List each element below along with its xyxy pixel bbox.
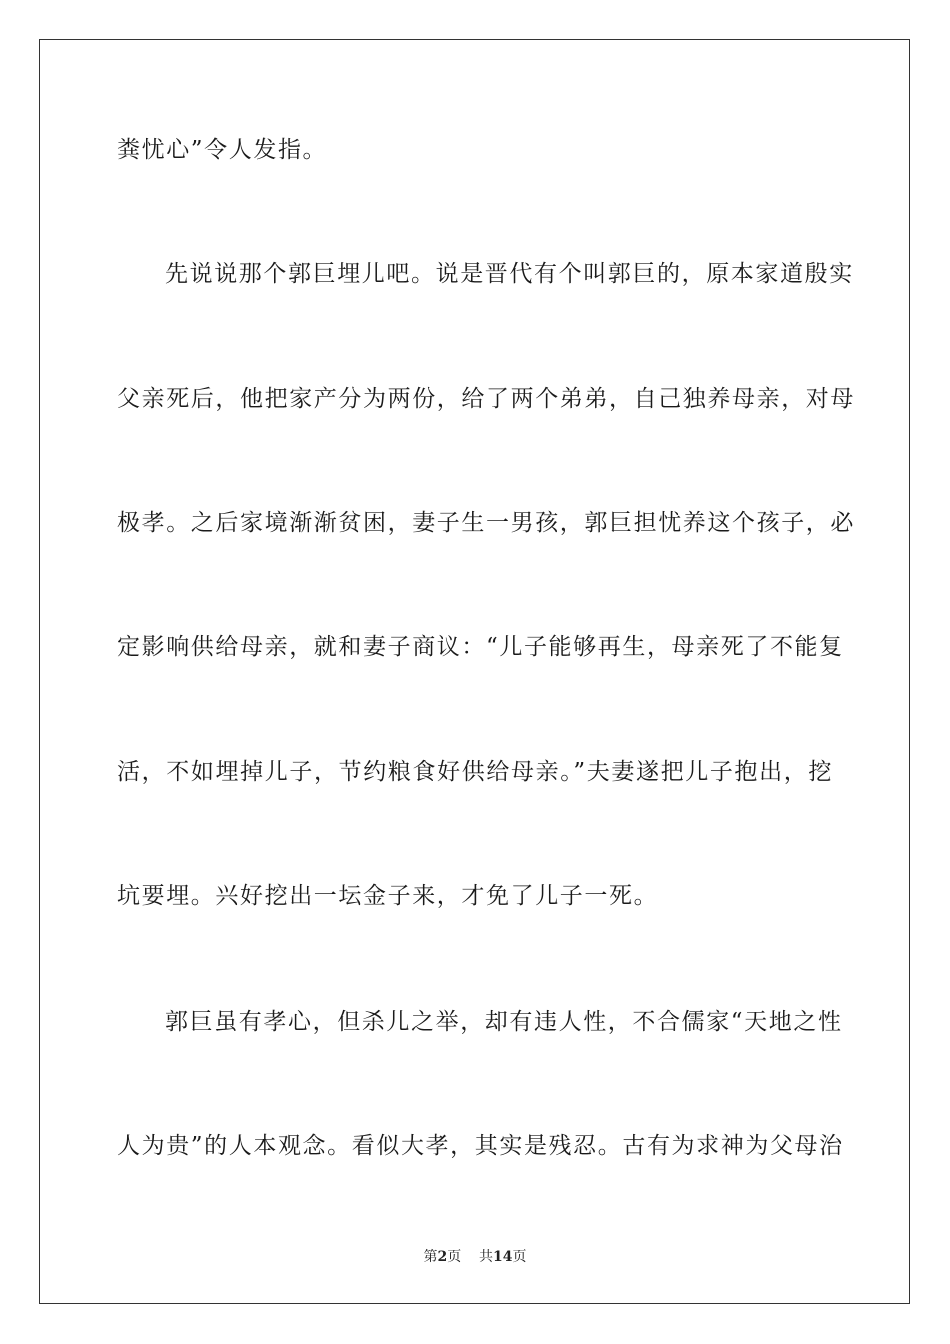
text-line-1: 粪忧心”令人发指。 (117, 137, 328, 163)
text-line-9: 人为贵”的人本观念。看似大孝，其实是残忍。古有为求神为父母治 (117, 1133, 844, 1159)
total-suffix: 页 (512, 1249, 527, 1265)
text-line-2: 先说说那个郭巨埋儿吧。说是晋代有个叫郭巨的，原本家道殷实 (165, 261, 854, 287)
page-border (39, 39, 910, 1304)
page-suffix: 页 (447, 1249, 462, 1265)
page-number: 2 (437, 1249, 448, 1265)
text-line-7: 坑要埋。兴好挖出一坛金子来，才免了儿子一死。 (117, 883, 659, 909)
total-pages: 14 (493, 1249, 513, 1265)
text-line-8: 郭巨虽有孝心，但杀儿之举，却有违人性，不合儒家“天地之性 (165, 1009, 843, 1035)
text-line-6: 活，不如埋掉儿子，节约粮食好供给母亲。”夫妻遂把儿子抱出，挖 (117, 759, 833, 785)
total-prefix: 共 (479, 1249, 494, 1265)
text-line-3: 父亲死后，他把家产分为两份，给了两个弟弟，自己独养母亲，对母 (117, 386, 855, 412)
text-line-5: 定影响供给母亲，就和妻子商议：“儿子能够再生，母亲死了不能复 (117, 634, 844, 660)
page-prefix: 第 (423, 1249, 438, 1265)
page-footer (0, 1248, 950, 1266)
text-line-4: 极孝。之后家境渐渐贫困，妻子生一男孩，郭巨担忧养这个孩子，必 (117, 510, 855, 536)
